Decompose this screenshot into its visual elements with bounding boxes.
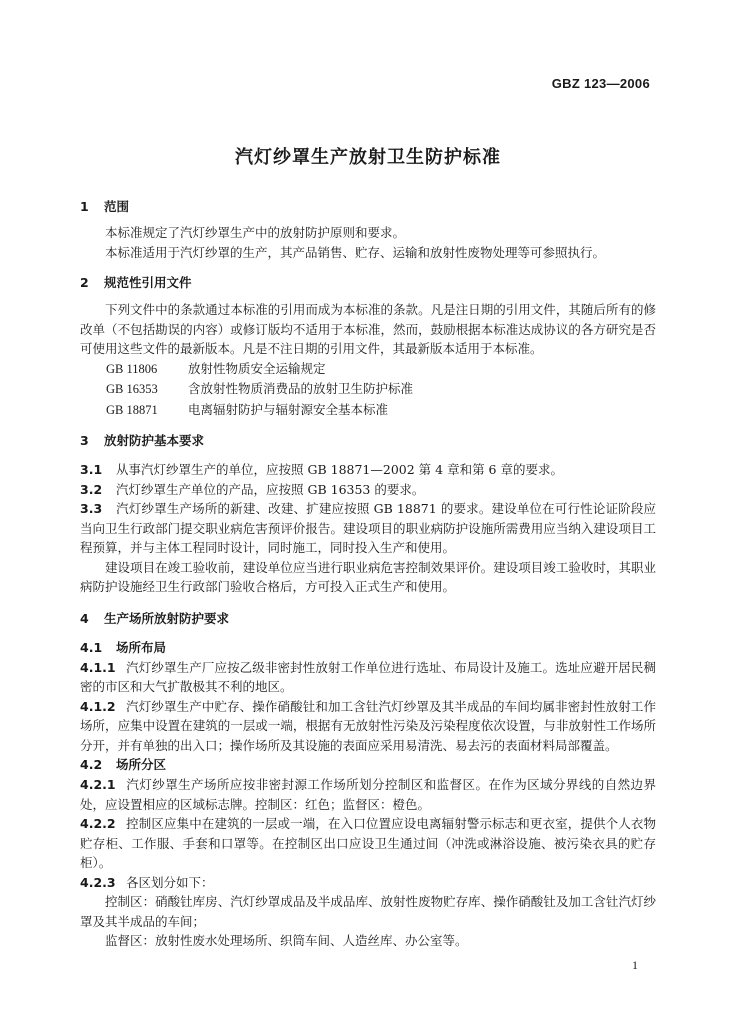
paragraph: 监督区：放射性废水处理场所、织筒车间、人造丝库、办公室等。 [105, 933, 468, 948]
standard-code: GBZ 123—2006 [551, 76, 650, 91]
clause-3-1: 3.1 从事汽灯纱罩生产的单位，应按照 GB 18871—2002 第 4 章和第 6 章的要求。 [80, 462, 563, 477]
paragraph: 本标准规定了汽灯纱罩生产中的放射防护原则和要求。 [105, 225, 406, 240]
section-1-heading: 1 范围 [80, 199, 130, 214]
paragraph: 本标准适用于汽灯纱罩的生产，其产品销售、贮存、运输和放射性废物处理等可参照执行。 [105, 244, 606, 260]
reference-item: GB 11806 放射性物质安全运输规定 [106, 360, 326, 376]
section-3-heading: 3 放射防护基本要求 [80, 433, 205, 448]
clause-4-2-3: 4.2.3 各区划分如下： [80, 874, 214, 890]
section-2-heading: 2 规范性引用文件 [80, 275, 192, 290]
clause-4-2-2: 4.2.2 控制区应集中在建筑的一层或一端，在入口位置应设电离辐射警示标志和更衣室，提供个人衣物贮存柜、工作服、手套和口罩等。在控制区出口应设卫生通过间（冲洗或淋浴设施、被污染衣具的贮存柜）。 [80, 816, 656, 870]
page-number: 1 [632, 958, 638, 972]
paragraph: 下列文件中的条款通过本标准的引用而成为本标准的条款。凡是注日期的引用文件，其随后所有的修改单（不包括勘误的内容）或修订版均不适用于本标准，然而，鼓励根据本标准达成协议的各方研究是否可使用这些文件的最新版本。凡是不注日期的引用文件，其最新版本适用于本标准。 [80, 302, 656, 356]
clause-4-2-1: 4.2.1 汽灯纱罩生产场所应按非密封源工作场所划分控制区和监督区。在作为区域分界线的自然边界处，应设置相应的区域标志牌。控制区：红色；监督区：橙色。 [80, 777, 656, 812]
clause-4-1-2: 4.1.2 汽灯纱罩生产中贮存、操作硝酸钍和加工含钍汽灯纱罩及其半成品的车间均属非密封性放射工作场所，应集中设置在建筑的一层或一端，根据有无放射性污染及污染程度依次设置，与非放射性工作场所分开，并有单独的出入口；操作场所及其设施的表面应采用易清洗、易去污的表面材料局部覆盖。 [80, 698, 656, 753]
document-body [80, 197, 656, 951]
subsection-4-2-heading: 4.2 场所分区 [80, 757, 167, 772]
reference-item: GB 16353 含放射性物质消费品的放射卫生防护标准 [106, 381, 414, 396]
reference-item: GB 18871 电离辐射防护与辐射源安全基本标准 [106, 401, 389, 417]
paragraph: 控制区：硝酸钍库房、汽灯纱罩成品及半成品库、放射性废物贮存库、操作硝酸钍及加工含钍汽灯纱罩及其半成品的车间； [80, 894, 656, 929]
subsection-4-1-heading: 4.1 场所布局 [80, 639, 167, 655]
clause-3-3: 3.3 汽灯纱罩生产场所的新建、改建、扩建应按照 GB 18871 的要求。建设单位在可行性论证阶段应当向卫生行政部门提交职业病危害预评价报告。建设项目的职业病防护设施所需费用应当纳入建设项目工程预算，并与主体工程同时设计，同时施工，同时投入生产和使用。 [80, 501, 656, 555]
clause-4-1-1: 4.1.1 汽灯纱罩生产厂应按乙级非密封性放射工作单位进行选址、布局设计及施工。选址应避开居民稠密的市区和大气扩散极其不利的地区。 [80, 659, 656, 694]
clause-3-2: 3.2 汽灯纱罩生产单位的产品，应按照 GB 16353 的要求。 [80, 481, 425, 497]
paragraph: 建设项目在竣工验收前，建设单位应当进行职业病危害控制效果评价。建设项目竣工验收时，其职业病防护设施经卫生行政部门验收合格后，方可投入正式生产和使用。 [80, 559, 656, 594]
page-title: 汽灯纱罩生产放射卫生防护标准 [235, 147, 501, 168]
section-4-heading: 4 生产场所放射防护要求 [80, 610, 230, 626]
